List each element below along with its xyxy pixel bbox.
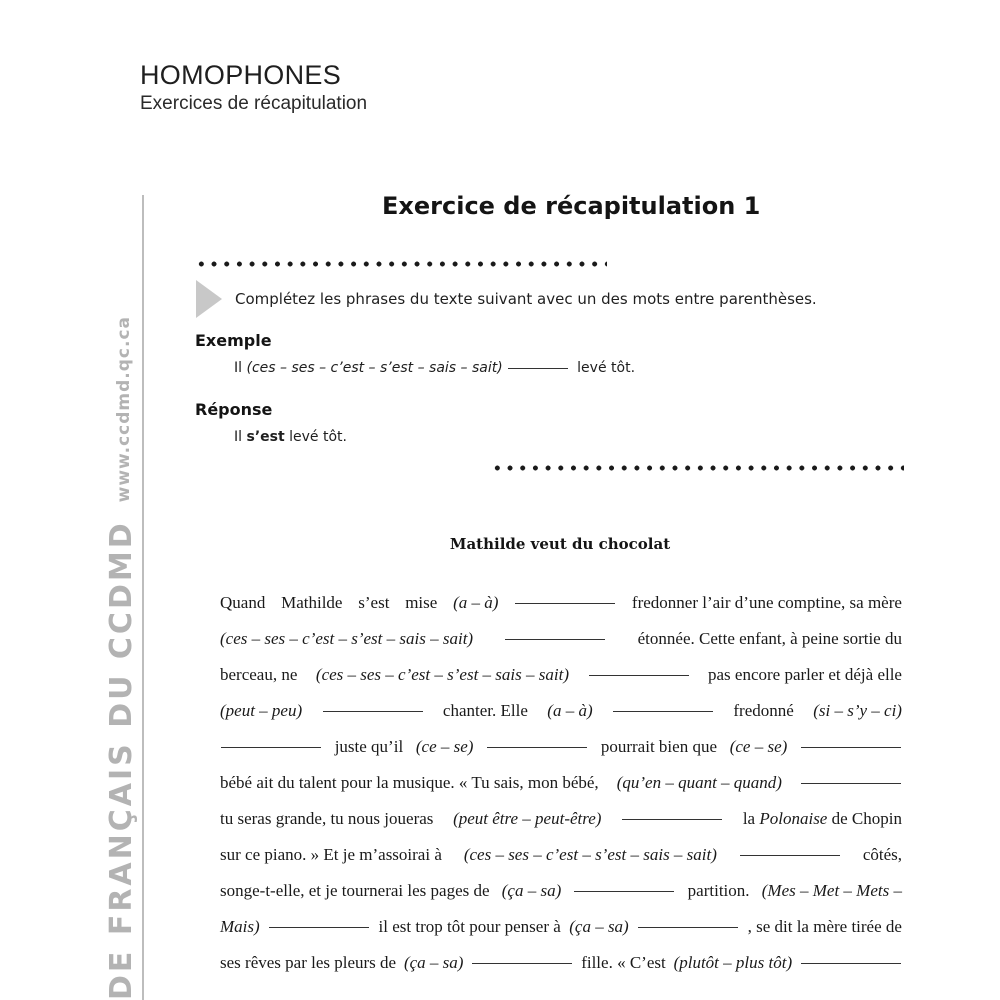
story-text-segment: berceau, ne [220,665,298,684]
story-line [220,917,902,953]
answer-blank[interactable] [638,926,738,928]
answer-after: levé tôt. [289,429,347,445]
answer-blank[interactable] [613,710,713,712]
choice-options: (peut – peu) [220,701,303,720]
answer-blank[interactable] [801,782,901,784]
story-text-segment: fredonné [733,701,794,720]
story-text-segment: , se dit la mère tirée de [747,917,902,936]
choice-options: (Mes – Met – Mets – [761,881,902,900]
story-text-segment: fredonner l’air d’une comptine, sa mère [631,593,902,612]
story-text-segment: fille. « C’est [581,953,666,972]
choice-options: (plutôt – plus tôt) [673,953,793,972]
answer-blank[interactable] [574,890,674,892]
choice-options: (ces – ses – c’est – s’est – sais – sait) [220,629,474,648]
dotted-divider-top [195,261,607,267]
sidebar-url: www.ccdmd.qc.ca [114,315,134,503]
choice-options: (ça – sa) [501,881,562,900]
story-text-segment: étonnée. Cette enfant, à peine sortie du [637,629,902,648]
story-text-segment: bébé ait du talent pour la musique. « Tu sais, mon bébé, [220,773,599,792]
story-line [220,629,902,665]
story-line [220,809,902,845]
choice-options: (a – à) [547,701,593,720]
example-after: levé tôt. [577,360,636,376]
example-sentence [234,360,635,376]
choice-options: (a – à) [453,593,499,612]
choice-options: (ces – ses – c’est – s’est – sais – sait) [463,845,717,864]
choice-options: (peut être – peut-être) [453,809,602,828]
choice-options: (si – s’y – ci) [813,701,902,720]
answer-blank[interactable] [801,962,901,964]
story-text-segment: côtés, [862,845,902,864]
story-line [220,953,902,989]
answer-blank[interactable] [740,854,840,856]
answer-blank[interactable] [515,602,615,604]
story-text-segment: chanter. Elle [442,701,528,720]
story-text-segment: tu seras grande, tu nous joueras [220,809,434,828]
margin-rule [142,195,144,1000]
story-word: s’est [358,593,390,612]
story-text-segment: ses rêves par les pleurs de [220,953,397,972]
story-line [220,737,902,773]
story-line [220,593,902,629]
answer-blank[interactable] [505,638,605,640]
answer-blank[interactable] [622,818,722,820]
choice-options: (ces – ses – c’est – s’est – sais – sait) [315,665,569,684]
story-word: mise [405,593,438,612]
instruction-text: Complétez les phrases du texte suivant avec un des mots entre parenthèses. [235,290,817,308]
story-text-segment: pas encore parler et déjà elle [708,665,902,684]
answer-blank[interactable] [487,746,587,748]
example-label: Exemple [195,331,272,350]
story-text-segment: songe-t-elle, et je tournerai les pages de [220,881,490,900]
story-text-segment: la Polonaise de Chopin [742,809,902,828]
story-text-segment: partition. [687,881,750,900]
triangle-bullet-icon [196,280,222,318]
answer-blank[interactable] [269,926,369,928]
answer-blank[interactable] [221,746,321,748]
sidebar-publisher: DE FRANÇAIS DU CCDMD [104,520,139,1000]
choice-options: Mais) [220,917,260,936]
story-line [220,701,902,737]
exercise-title: Exercice de récapitulation 1 [382,192,761,220]
answer-blank[interactable] [801,746,901,748]
example-blank [508,368,568,369]
story-text-segment: pourrait bien que [600,737,717,756]
answer-blank[interactable] [323,710,423,712]
story-line [220,773,902,809]
choice-options: (ce – se) [415,737,474,756]
answer-sentence [234,429,347,445]
page-subtitle: Exercices de récapitulation [140,93,368,114]
example-alternatives: (ces – ses – c’est – s’est – sais – sait) [246,360,503,376]
answer-label: Réponse [195,400,273,419]
story-text [220,593,902,989]
story-text-segment: il est trop tôt pour penser à [378,917,561,936]
story-title: Mathilde veut du chocolat [449,535,671,553]
answer-blank[interactable] [589,674,689,676]
choice-options: (ça – sa) [569,917,629,936]
choice-options: (qu’en – quant – quand) [616,773,782,792]
answer-word: s’est [246,429,285,445]
choice-options: (ce – se) [729,737,788,756]
story-line [220,845,902,881]
page-title: HOMOPHONES [140,60,342,90]
story-word: Mathilde [281,593,343,612]
answer-before: Il [234,429,243,445]
example-before: Il [234,360,243,376]
story-text-segment: sur ce piano. » Et je m’assoirai à [220,845,442,864]
story-line [220,881,902,917]
story-line [220,665,902,701]
choice-options: (ça – sa) [403,953,464,972]
story-word: Quand [220,593,266,612]
dotted-divider-bottom [491,465,904,471]
answer-blank[interactable] [472,962,572,964]
story-text-segment: juste qu’il [334,737,404,756]
sidebar-vertical-text [104,316,139,1000]
